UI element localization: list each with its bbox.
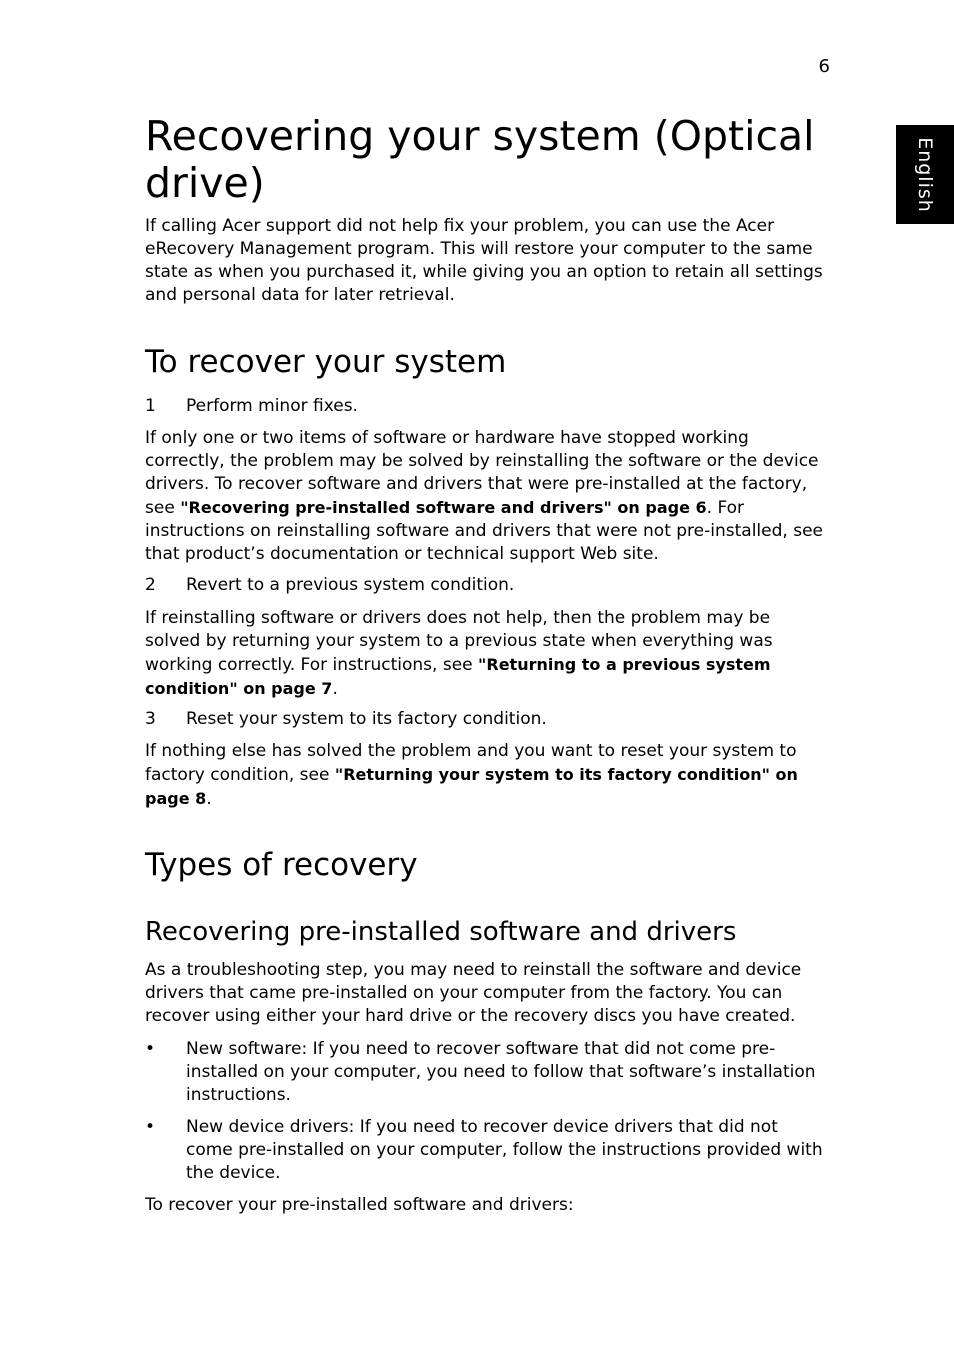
step-2-paragraph — [145, 607, 830, 701]
paragraph-text: If nothing else has solved the problem and you want to reset your system to factory condition, see — [145, 741, 797, 785]
step-number: 1 — [145, 396, 156, 416]
page-title: Recovering your system (Optical drive) — [145, 112, 815, 207]
paragraph-text: . — [206, 789, 212, 809]
step-number: 3 — [145, 709, 156, 729]
paragraph-text: . — [332, 679, 338, 699]
types-paragraph: As a troubleshooting step, you may need to reinstall the software and device drivers that came pre-installed on your computer from the factory. You can recover using either your hard drive or the recovery discs you have created. — [145, 960, 802, 1026]
paragraph-text: If only one or two items of software or hardware have stopped working correctly, the problem may be solved by reinstalling the software or the device drivers. To recover software and drivers that were pre-installed at the factory, see — [145, 428, 819, 518]
step-label: Perform minor fixes. — [186, 396, 358, 416]
step-3-paragraph — [145, 740, 830, 811]
bullet-icon: • — [145, 1039, 156, 1059]
page-number: 6 — [818, 56, 830, 77]
cross-reference-link[interactable]: "Returning to a previous system condition" on page 7 — [145, 655, 771, 698]
bullet-icon: • — [145, 1117, 156, 1137]
section-heading-types: Types of recovery — [145, 847, 418, 883]
bullet-item — [145, 1116, 830, 1186]
bullet-text: New software: If you need to recover software that did not come pre-installed on your computer, you need to follow that software’s installation instructions. — [186, 1039, 816, 1105]
step-label: Reset your system to its factory condition. — [186, 709, 547, 729]
cross-reference-link[interactable]: "Returning your system to its factory condition" on page 8 — [145, 765, 798, 808]
paragraph-text: . For instructions on reinstalling software and drivers that were not pre-installed, see that product’s documentation or technical support Web site. — [145, 498, 823, 564]
intro-paragraph: If calling Acer support did not help fix your problem, you can use the Acer eRecovery Management program. This will restore your computer to the same state as when you purchased it, while giving you an option to retain all settings and personal data for later retrieval. — [145, 216, 823, 305]
step-1-paragraph — [145, 427, 830, 566]
paragraph-text: If reinstalling software or drivers does not help, then the problem may be solved by returning your system to a previous state when everything was working correctly. For instructions, see — [145, 608, 773, 675]
language-tab-label: English — [914, 136, 936, 213]
language-tab — [896, 125, 954, 224]
bullet-text: New device drivers: If you need to recover device drivers that did not come pre-installed on your computer, follow the instructions provided with the device. — [186, 1117, 823, 1183]
subsection-heading: Recovering pre-installed software and drivers — [145, 917, 737, 947]
step-label: Revert to a previous system condition. — [186, 575, 515, 595]
cross-reference-link[interactable]: "Recovering pre-installed software and drivers" on page 6 — [180, 498, 707, 517]
section-heading-recover: To recover your system — [145, 344, 507, 380]
step-number: 2 — [145, 575, 156, 595]
bullet-item — [145, 1038, 830, 1108]
closing-paragraph: To recover your pre-installed software and drivers: — [145, 1195, 574, 1215]
